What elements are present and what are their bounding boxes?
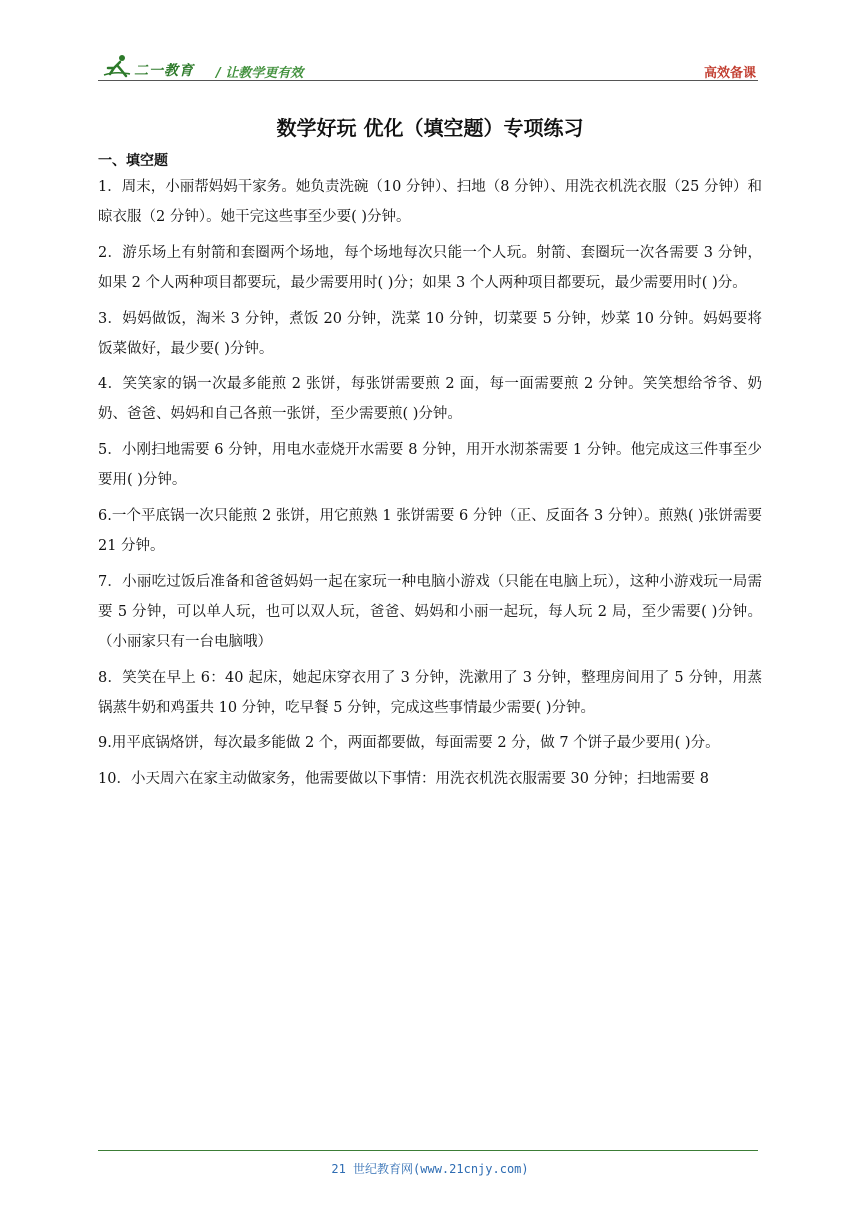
page-title: 数学好玩 优化（填空题）专项练习 (276, 116, 584, 140)
question-item: 3．妈妈做饭，淘米 3 分钟，煮饭 20 分钟，洗菜 10 分钟，切菜要 5 分钟，炒菜 10 分钟。妈妈要将饭菜做好，最少要( )分钟。 (98, 310, 762, 357)
logo-text: 二一教育 (134, 63, 194, 79)
question-item: 10．小天周六在家主动做家务，他需要做以下事情：用洗衣机洗衣服需要 30 分钟；扫地需要 8 (98, 771, 709, 788)
running-figure-icon (102, 54, 132, 82)
page-header (98, 52, 758, 80)
question-item: 5．小刚扫地需要 6 分钟，用电水壶烧开水需要 8 分钟，用开水沏茶需要 1 分钟。他完成这三件事至少要用( )分钟。 (98, 442, 762, 489)
footer-divider (98, 1150, 758, 1151)
footer-text: 21 世纪教育网(www.21cnjy.com) (331, 1162, 529, 1176)
question-item: 2．游乐场上有射箭和套圈两个场地，每个场地每次只能一个人玩。射箭、套圈玩一次各需要 3 分钟，如果 2 个人两种项目都要玩，最少需要用时( )分；如果 3 个人两种项目都要玩，最少需要用时( )分。 (98, 244, 762, 291)
section-heading: 一、填空题 (98, 153, 168, 169)
question-item: 6.一个平底锅一次只能煎 2 张饼，用它煎熟 1 张饼需要 6 分钟（正、反面各 3 分钟）。煎熟( )张饼需要 21 分钟。 (98, 507, 762, 554)
question-item: 9.用平底锅烙饼，每次最多能做 2 个，两面都要做，每面需要 2 分，做 7 个饼子最少要用( )分。 (98, 735, 720, 752)
question-item: 7．小丽吃过饭后准备和爸爸妈妈一起在家玩一种电脑小游戏（只能在电脑上玩），这种小游戏玩一局需要 5 分钟，可以单人玩，也可以双人玩，爸爸、妈妈和小丽一起玩，每人玩 2 局，至少需要( )分钟。（小丽家只有一台电脑哦） (98, 573, 762, 650)
header-slogan: / 让教学更有效 (216, 66, 304, 81)
header-divider (98, 80, 758, 81)
question-item: 4．笑笑家的锅一次最多能煎 2 张饼，每张饼需要煎 2 面，每一面需要煎 2 分钟。笑笑想给爷爷、奶奶、爸爸、妈妈和自己各煎一张饼，至少需要煎( )分钟。 (98, 376, 762, 423)
question-item: 1．周末，小丽帮妈妈干家务。她负责洗碗（10 分钟）、扫地（8 分钟）、用洗衣机洗衣服（25 分钟）和晾衣服（2 分钟）。她干完这些事至少要( )分钟。 (98, 179, 762, 225)
question-list (98, 172, 762, 800)
header-right-label: 高效备课 (703, 66, 756, 81)
question-item: 8．笑笑在早上 6：40 起床，她起床穿衣用了 3 分钟，洗漱用了 3 分钟，整理房间用了 5 分钟，用蒸锅蒸牛奶和鸡蛋共 10 分钟，吃早餐 5 分钟，完成这些事情最少需要( )分钟。 (98, 669, 762, 716)
